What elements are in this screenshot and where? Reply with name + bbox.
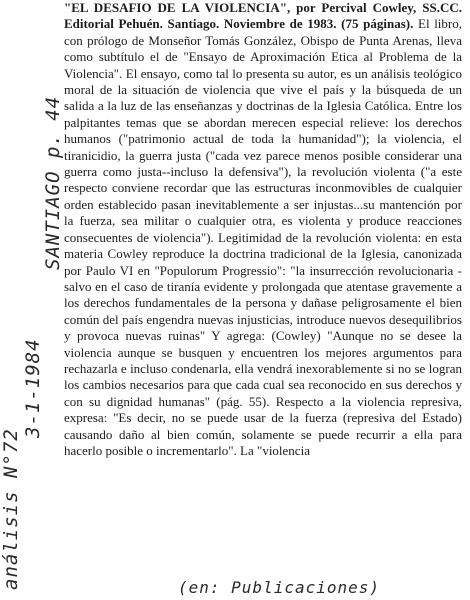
handwritten-margin-note	[0, 0, 62, 600]
margin-note-line-2: 3-1-1984	[22, 338, 44, 438]
margin-note-source	[0, 428, 22, 590]
margin-note-line-1: análisis N°72	[0, 428, 22, 590]
margin-note-place	[42, 0, 64, 270]
article-paragraph	[64, 0, 462, 459]
margin-note-line-3: SANTIAGO p. 44	[42, 95, 64, 270]
handwritten-footer-note: (en: Publicaciones)	[178, 578, 381, 597]
article-headline: "EL DESAFIO DE LA VIOLENCIA", por Percival Cowley, SS.CC. Editorial Pehuén. Santiago. Noviembre de 1983. (75 páginas).	[64, 0, 462, 32]
book-review-article	[64, 0, 462, 459]
article-body: El libro, con prólogo de Monseñor Tomás González, Obispo de Punta Arenas, lleva como subtítulo el de "Ensayo de Aproximación Etica al Problema de la Violencia". El ensayo, como tal lo presenta su autor, es un análisis teológico moral de la situación de violencia que vive el país y la búsqueda de un salida a la luz de las enseñanzas y doctrinas de la Iglesia Católica. Entre los palpitantes temas que se abordan merecen especial relieve: los derechos humanos ("patrimonio actual de toda la humanidad"); la violencia, el tiranicidio, la guerra justa ("cada vez parece menos posible considerar una guerra como justa--incluso la defensiva"), la revolución violenta ("a este respecto conviene recordar que las estructuras inconmovibles de cualquier orden establecido pasan inevitablemente a ser injustas...su mantención por la fuerza, sea militar o cualquier otra, es violenta y produce reacciones consecuentes de violencia"). Legitimidad de la revolución violenta: en esta materia Cowley reproduce la doctrina tradicional de la Iglesia, canonizada por Paulo VI en "Populorum Progressio": "la insurrección revolucionaria - salvo en el caso de tiranía evidente y prolongada que atentase gravemente a los derechos fundamentales de la persona y dañase peligrosamente el bien común del país engendra nuevas injusticias, introduce nuevos desequilibrios y provoca nuevas ruinas" Y agrega: (Cowley) "Aunque no se desee la violencia aunque se busquen y encuentren los mejores argumentos para rechazarla e incluso condenarla, ella vendrá inexorablemente si no se logran los cambios necesarios para que cada cual sea reconocido en sus derechos y con su dignidad humanas" (pág. 55). Respecto a la violencia represiva, expresa: "Es decir, no se puede usar de la fuerza (represiva del Estado) causando daño al bien común, solamente se puede recurrir a ella para hacerlo posible o incrementarlo". La "violencia	[64, 16, 462, 458]
margin-note-date	[22, 338, 44, 438]
